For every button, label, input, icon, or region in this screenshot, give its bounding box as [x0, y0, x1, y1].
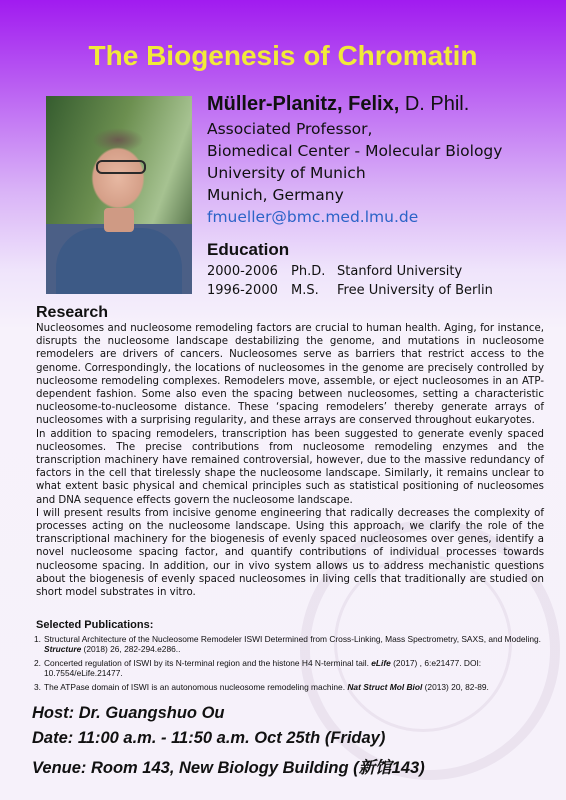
education-institution: Stanford University — [337, 264, 463, 279]
education-degree: Ph.D. — [291, 264, 326, 279]
publication-number: 1. — [34, 634, 41, 644]
photo-shirt — [56, 228, 182, 294]
speaker-photo — [46, 96, 192, 294]
speaker-name-line — [207, 93, 469, 116]
event-venue: Venue: Room 143, New Biology Building (新馆143) — [32, 759, 425, 777]
publication-journal: eLife — [371, 657, 391, 668]
publication-number: 3. — [34, 681, 41, 692]
speaker-name: Müller-Planitz, Felix, — [207, 93, 400, 115]
event-host: Host: Dr. Guangshuo Ou — [32, 704, 225, 722]
publication-journal: Structure — [44, 644, 82, 655]
education-degree: M.S. — [291, 283, 319, 298]
publication-item — [34, 634, 556, 655]
research-paragraph: Nucleosomes and nucleosome remodeling factors are crucial to human health. Aging, for instance, disrupts the nucleosome landscape destabilizing the genome, and mutations in nucleosome remodelers are drivers of cancers. Nucleosomes serve as barriers that restrict access to the genome. Correspondingly, the locations of nucleosomes in the genome are precisely controlled by nucleosome remodeling complexes. Remodelers move, assemble, or eject nucleosomes in an ATP-dependent fashion. Some also even the spacing between nucleosomes, setting a characteristic nucleosome-to-nucleosome distance. These ‘spacing remodelers’ thereby generate arrays of nucleosomes with a surprising regularity, and these arrays are conserved throughout eukaryotes. — [36, 323, 544, 427]
education-years: 1996-2000 — [207, 283, 278, 298]
photo-neck — [104, 208, 134, 232]
photo-sunglasses — [96, 160, 146, 174]
speaker-email-link[interactable]: fmueller@bmc.med.lmu.de — [207, 208, 419, 226]
publication-title: Concerted regulation of ISWI by its N-terminal region and the histone H4 N-terminal tail. — [44, 657, 372, 668]
education-heading: Education — [207, 240, 290, 259]
publication-citation: (2017) , 6:e21477. DOI: 10.7554/eLife.21477. — [44, 657, 482, 679]
education-institution: Free University of Berlin — [337, 283, 493, 298]
publication-item — [34, 681, 556, 692]
publication-title: The ATPase domain of ISWI is an autonomous nucleosome remodeling machine. — [44, 681, 348, 692]
publications-list — [34, 634, 556, 695]
publication-citation: (2013) 20, 82-89. — [422, 681, 489, 692]
speaker-department: Biomedical Center - Molecular Biology — [207, 142, 503, 160]
event-date: Date: 11:00 a.m. - 11:50 a.m. Oct 25th (Friday) — [32, 729, 386, 747]
publication-title: Structural Architecture of the Nucleosome Remodeler ISWI Determined from Cross-Linking, Mass Spectrometry, SAXS, and Modeling. — [44, 634, 541, 644]
speaker-location: Munich, Germany — [207, 186, 344, 204]
research-abstract — [36, 322, 544, 599]
research-heading: Research — [36, 304, 109, 321]
research-paragraph: In addition to spacing remodelers, transcription has been suggested to generate evenly spaced nucleosomes. The precise contributions from nucleosome remodeling enzymes and the transcription machinery have remained controversial, however, due to the massive redundancy of factors in the cell that tirelessly shape the nucleosome landscape. Similarly, it remains unclear to what extent basic physical and chemical principles such as statistical positioning of nucleosomes and DNA sequence effects govern the nucleosome landscape. — [36, 428, 544, 506]
poster-title: The Biogenesis of Chromatin — [88, 40, 478, 71]
research-paragraph: I will present results from incisive genome engineering that radically decreases the complexity of processes acting on the nucleosome landscape. Using this approach, we clarify the role of the transcriptional machinery for the biogenesis of evenly spaced nucleosomes over genes, identify a novel nucleosome spacing factor, and quantify contributions of individual processes towards nucleosome spacing. In addition, our in vivo system allows us to address mechanistic questions about the biogenesis of evenly spaced nucleosomes in living cells that traditionally are studied on short model substrates in vitro. — [36, 507, 544, 599]
publication-number: 2. — [34, 657, 41, 668]
speaker-university: University of Munich — [207, 164, 366, 182]
publication-journal: Nat Struct Mol Biol — [347, 681, 423, 692]
education-years: 2000-2006 — [207, 264, 278, 279]
publication-item — [34, 657, 556, 679]
publications-heading: Selected Publications: — [36, 619, 154, 631]
speaker-position: Associated Professor, — [207, 120, 373, 138]
speaker-degree: D. Phil. — [399, 93, 470, 115]
publication-citation: (2018) 26, 282-294.e286.. — [81, 644, 181, 655]
